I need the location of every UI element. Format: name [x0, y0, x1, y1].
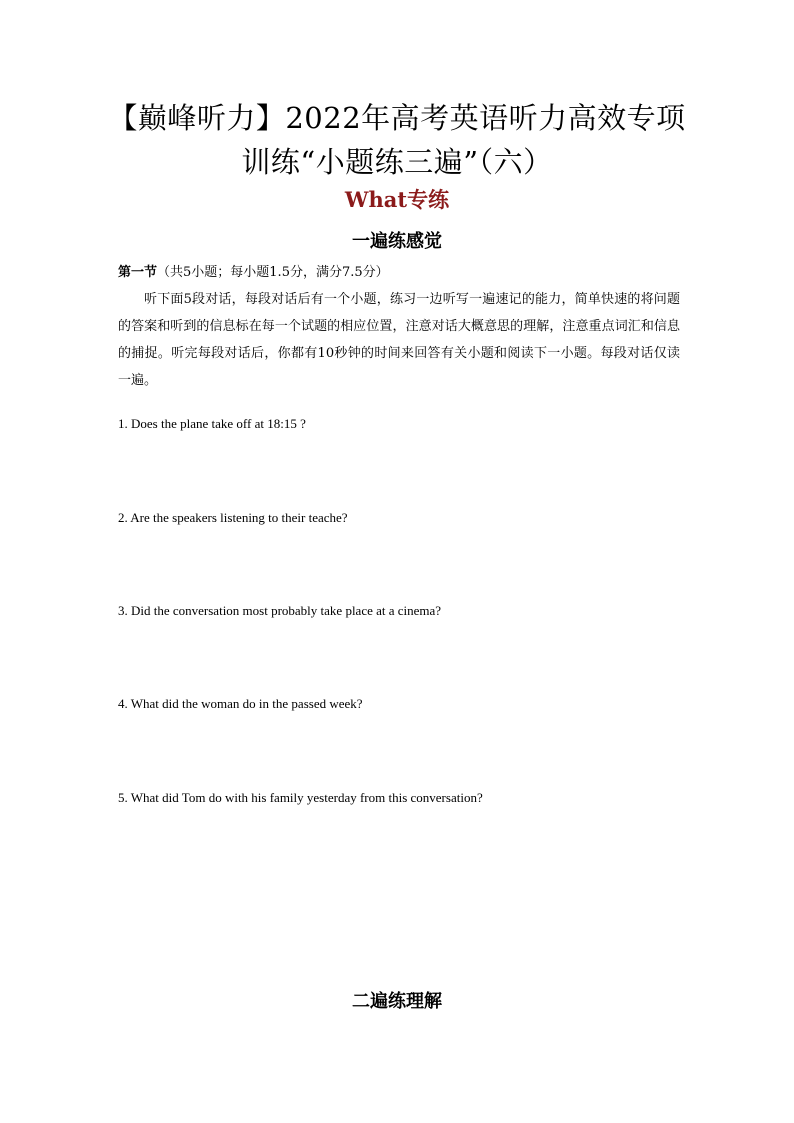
document-title-line-1: 【巅峰听力】2022年高考英语听力高效专项	[108, 101, 686, 135]
question-2: 2. Are the speakers listening to their teache?	[118, 510, 348, 525]
document-title-line-2: 训练“小题练三遍”（六）	[241, 145, 553, 179]
part-label: 第一节	[118, 265, 158, 280]
part-line	[118, 264, 389, 282]
part-note: （共5小题；每小题1.5分，满分7.5分）	[157, 265, 389, 280]
instructions-paragraph: 听下面5段对话，每段对话后有一个小题，练习一边听写一遍速记的能力，简单快速的将问题的答案和听到的信息标在每一个试题的相应位置，注意对话大概意思的理解，注意重点词汇和信息的捕捉。听完每段对话后，你都有10秒钟的时间来回答有关小题和阅读下一小题。每段对话仅读一遍。	[118, 292, 680, 388]
section-heading-first-pass: 一遍练感觉	[352, 231, 442, 252]
question-5: 5. What did Tom do with his family yesterday from this conversation?	[118, 790, 483, 805]
question-1: 1. Does the plane take off at 18:15 ?	[118, 416, 306, 431]
document-subtitle: What专练	[344, 187, 450, 212]
section-heading-second-pass: 二遍练理解	[352, 991, 442, 1012]
question-3: 3. Did the conversation most probably take place at a cinema?	[118, 603, 442, 618]
question-4: 4. What did the woman do in the passed week?	[118, 696, 363, 711]
